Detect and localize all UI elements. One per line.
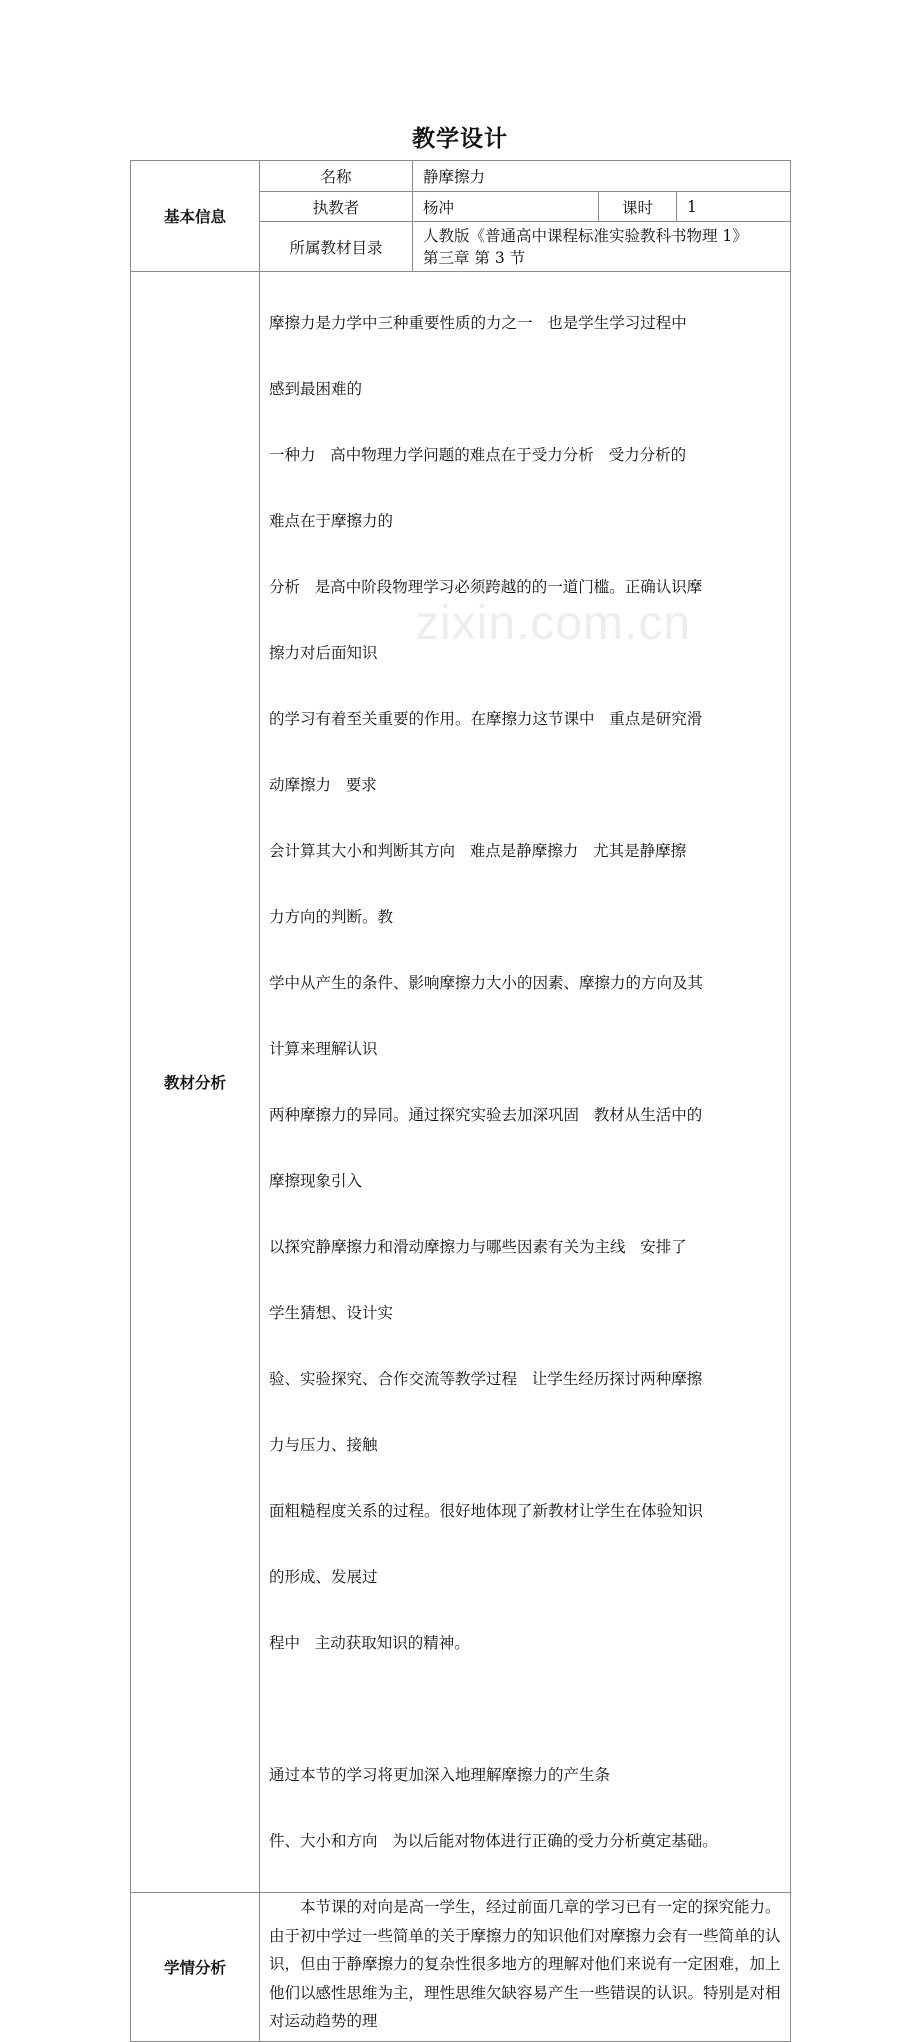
textbook-analysis-row xyxy=(131,272,791,1893)
analysis-line: 学中从产生的条件、影响摩擦力大小的因素、摩擦力的方向及其 xyxy=(269,974,704,992)
analysis-line: 力与压力、接触 xyxy=(269,1436,378,1454)
name-value: 静摩擦力 xyxy=(413,161,791,192)
analysis-line: 力方向的判断。教 xyxy=(269,908,394,926)
analysis-line: 会计算其大小和判断其方向 难点是静摩擦力 尤其是静摩擦 xyxy=(269,842,687,860)
section-basic-info: 基本信息 xyxy=(131,161,260,272)
analysis-line: 学生猜想、设计实 xyxy=(269,1304,394,1322)
lesson-design-table xyxy=(130,160,791,2042)
analysis-line: 面粗糙程度关系的过程。很好地体现了新教材让学生在体验知识 xyxy=(269,1502,704,1520)
catalog-value-line1: 人教版《普通高中课程标准实验教科书物理 1》 xyxy=(423,226,748,245)
analysis-line: 动摩擦力 要求 xyxy=(269,776,377,794)
analysis-line: 计算来理解认识 xyxy=(269,1040,378,1058)
analysis-line: 以探究静摩擦力和滑动摩擦力与哪些因素有关为主线 安排了 xyxy=(269,1238,687,1256)
section-textbook-analysis: 教材分析 xyxy=(131,272,260,1893)
student-analysis-content xyxy=(260,1893,791,2042)
analysis-line: 一种力 高中物理力学问题的难点在于受力分析 受力分析的 xyxy=(269,446,687,464)
catalog-label: 所属教材目录 xyxy=(260,222,413,272)
name-label: 名称 xyxy=(260,161,413,192)
analysis-line: 程中 主动获取知识的精神。 xyxy=(269,1634,470,1652)
student-analysis-text: 本节课的对向是高一学生，经过前面几章的学习已有一定的探究能力。由于初中学过一些简单的关于摩擦力的知识他们对摩擦力会有一些简单的认识，但由于静摩擦力的复杂性很多地方的理解对他们来说有一定困难，加上他们以感性思维为主，理性思维欠缺容易产生一些错误的认识。特别是对相对运动趋势的理 xyxy=(269,1898,781,2031)
page-title: 教学设计 xyxy=(412,126,508,152)
catalog-value xyxy=(413,222,791,272)
period-value: 1 xyxy=(677,192,791,222)
analysis-line: 摩擦力是力学中三种重要性质的力之一 也是学生学习过程中 xyxy=(269,314,687,332)
catalog-value-line2: 第三章 第 3 节 xyxy=(423,248,526,267)
name-row xyxy=(131,161,791,192)
analysis-line: 分析 是高中阶段物理学习必须跨越的的一道门槛。正确认识摩 xyxy=(269,578,703,596)
teacher-label: 执教者 xyxy=(260,192,413,222)
analysis-line: 验、实验探究、合作交流等教学过程 让学生经历探讨两种摩擦 xyxy=(269,1370,703,1388)
analysis-line: 的形成、发展过 xyxy=(269,1568,378,1586)
analysis-line: 摩擦现象引入 xyxy=(269,1172,363,1190)
analysis-line: 感到最困难的 xyxy=(269,380,363,398)
teacher-value: 杨冲 xyxy=(413,192,599,222)
section-student-analysis: 学情分析 xyxy=(131,1893,260,2042)
analysis-line: 擦力对后面知识 xyxy=(269,644,378,662)
analysis-closing-line: 通过本节的学习将更加深入地理解摩擦力的产生条 xyxy=(269,1766,611,1784)
analysis-line: 难点在于摩擦力的 xyxy=(269,512,394,530)
analysis-line: 两种摩擦力的异同。通过探究实验去加深巩固 教材从生活中的 xyxy=(269,1106,703,1124)
period-label: 课时 xyxy=(599,192,677,222)
watermark: zixin.com.cn xyxy=(415,597,692,650)
student-analysis-row xyxy=(131,1893,791,2042)
textbook-analysis-content xyxy=(260,272,791,1893)
analysis-line: 的学习有着至关重要的作用。在摩擦力这节课中 重点是研究滑 xyxy=(269,710,703,728)
analysis-closing-line: 件、大小和方向 为以后能对物体进行正确的受力分析奠定基础。 xyxy=(269,1832,718,1850)
